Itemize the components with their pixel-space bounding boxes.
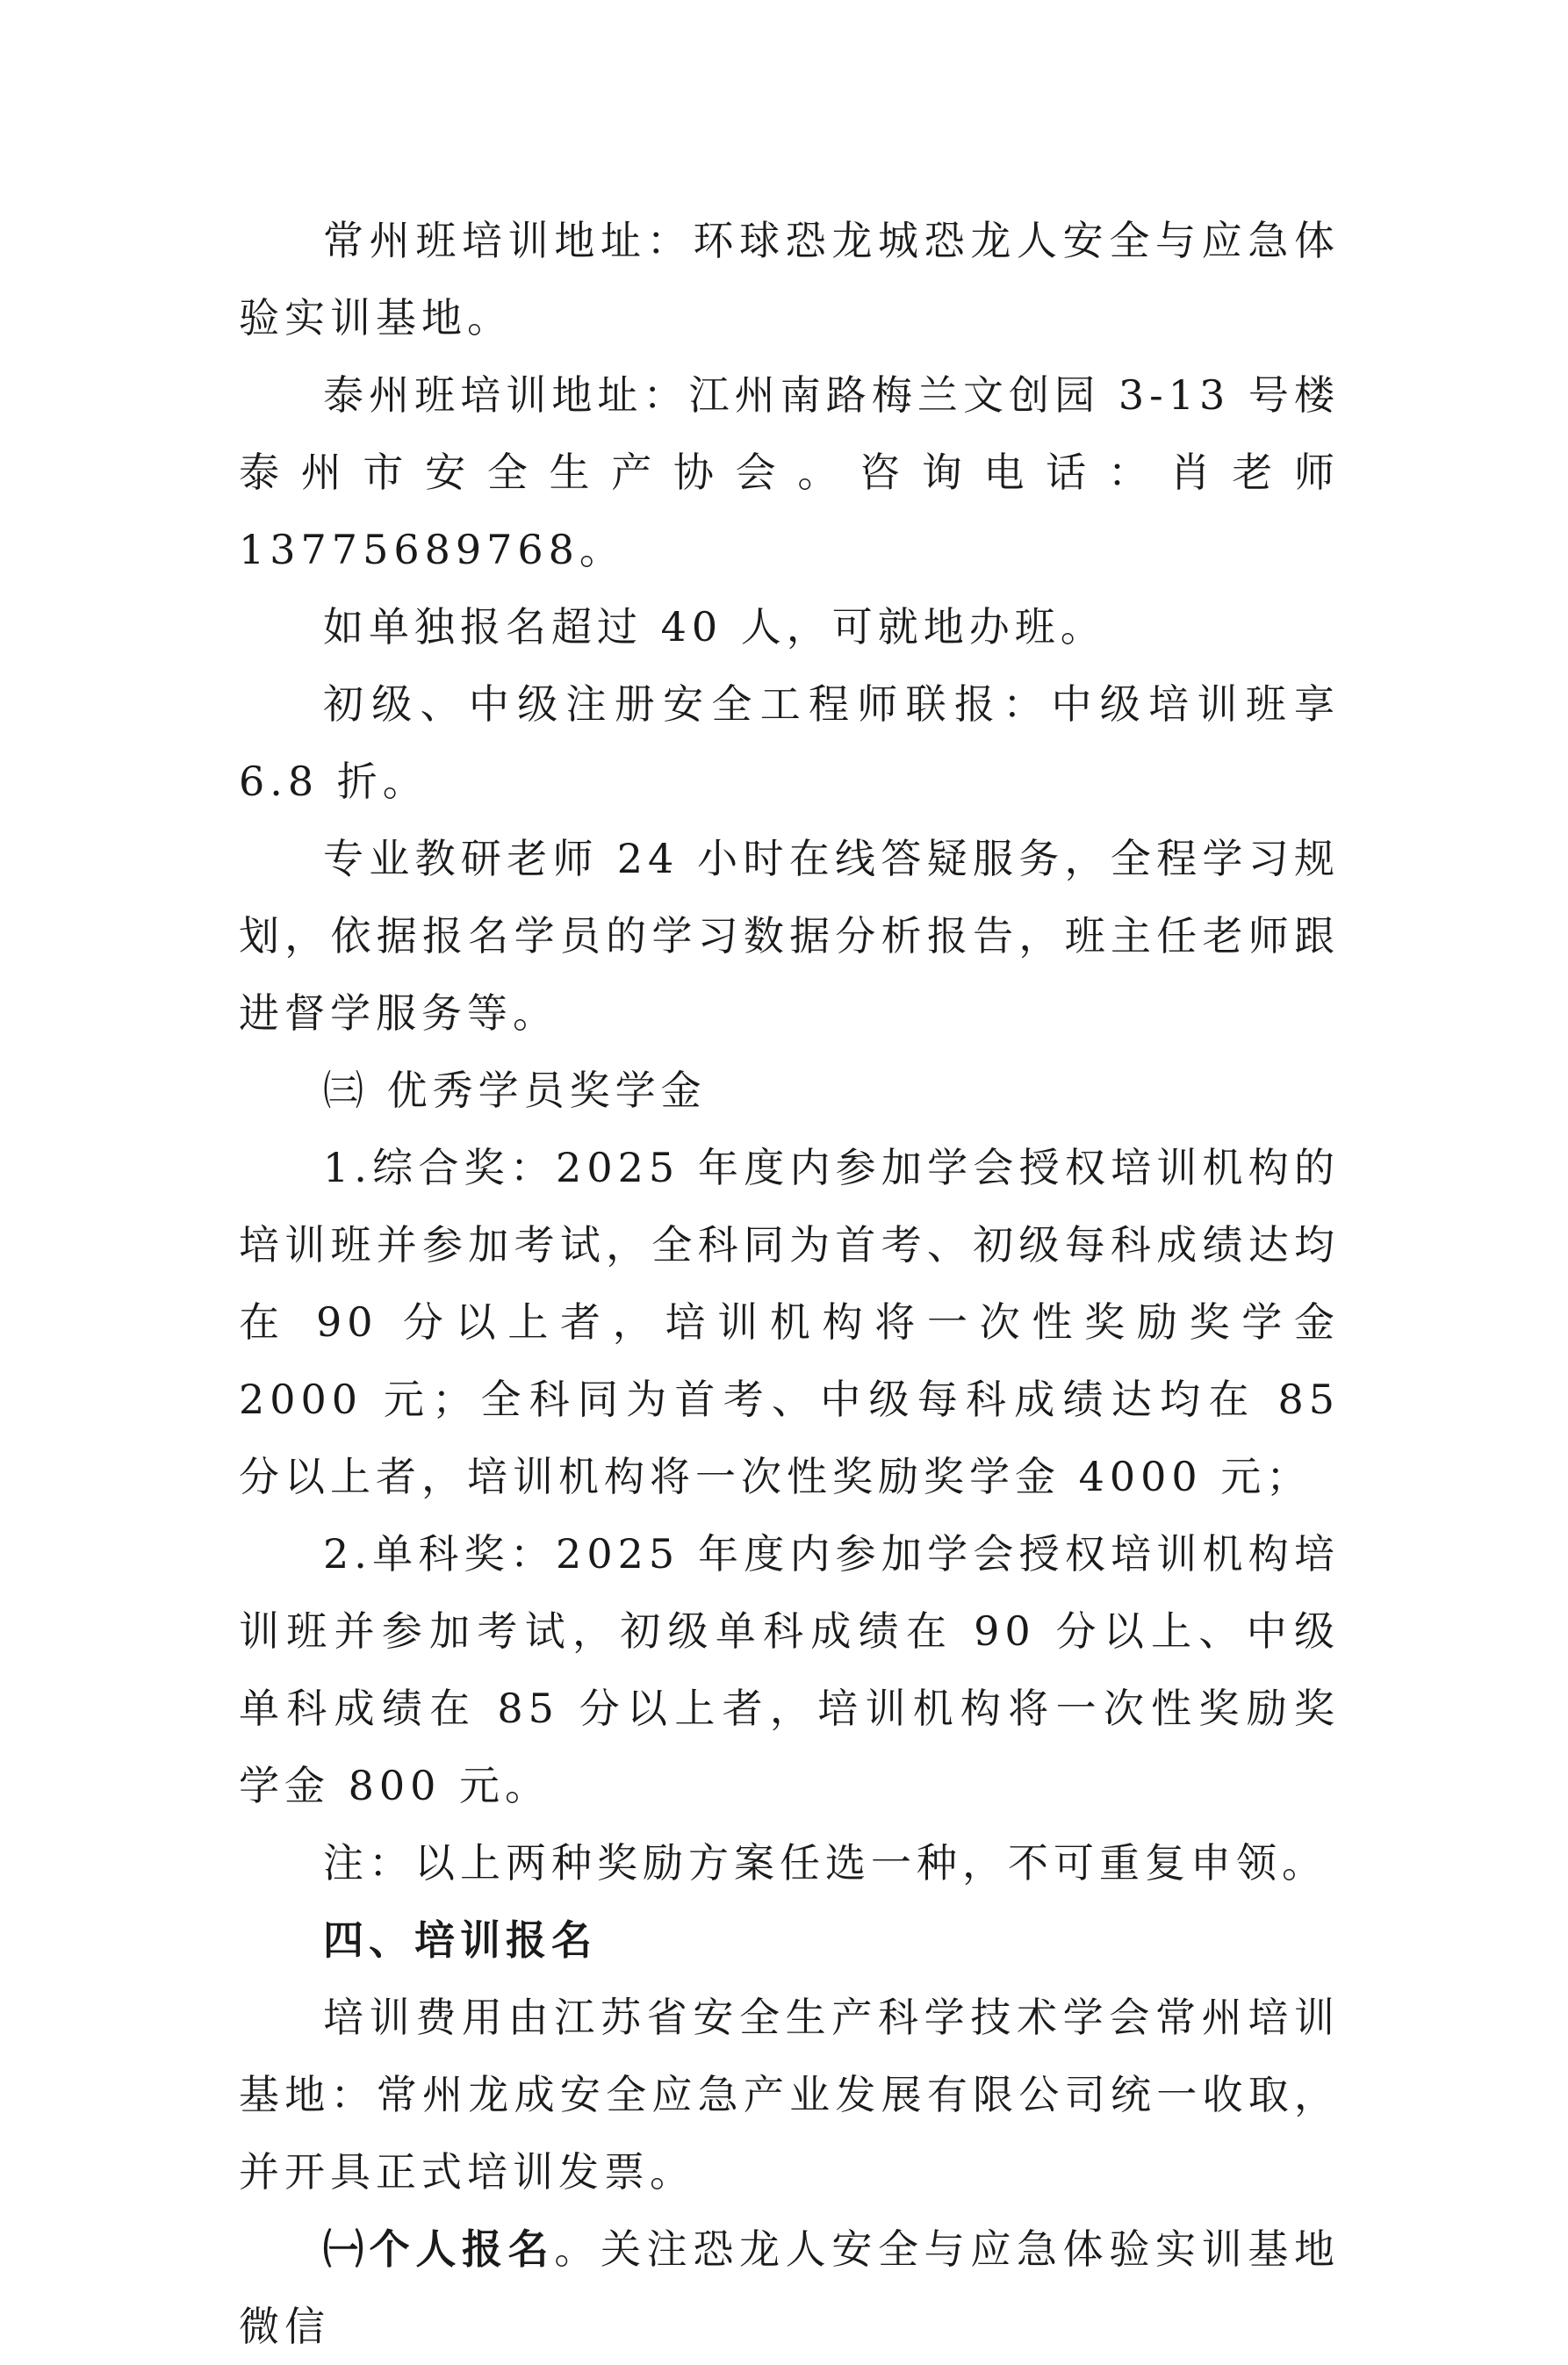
comprehensive-award-paragraph: 1.综合奖：2025 年度内参加学会授权培训机构的培训班并参加考试，全科同为首考、初级每科成绩达均在 90 分以上者，培训机构将一次性奖励奖学金 2000 元；全科同为首考、中级每科成绩达均在 85 分以上者，培训机构将一次性奖励奖学金 4000 元； (239, 1144, 1340, 1500)
single-award-paragraph: 2.单科奖：2025 年度内参加学会授权培训机构培训班并参加考试，初级单科成绩在 90 分以上、中级单科成绩在 85 分以上者，培训机构将一次性奖励奖学金 800 元。 (239, 1530, 1340, 1809)
individual-registration-text: 。关注恐龙人安全与应急体验实训基地微信 (239, 2225, 1341, 2350)
joint-discount-paragraph: 初级、中级注册安全工程师联报：中级培训班享 6.8 折。 (239, 680, 1340, 805)
tutoring-paragraph: 专业教研老师 24 小时在线答疑服务，全程学习规划，依据报名学员的学习数据分析报告，班主任老师跟进督学服务等。 (239, 835, 1340, 1037)
individual-registration-lead: ㈠个人报名 (323, 2225, 555, 2273)
changzhou-address-paragraph: 常州班培训地址：环球恐龙城恐龙人安全与应急体验实训基地。 (239, 217, 1340, 341)
scholarship-heading: ㈢ 优秀学员奖学金 (323, 1067, 707, 1114)
document-body (239, 202, 1340, 2365)
individual-registration-paragraph (239, 2210, 1340, 2365)
section-four-heading: 四、培训报名 (323, 1916, 597, 1964)
taizhou-address-paragraph: 泰州班培训地址：江州南路梅兰文创园 3-13 号楼泰州市安全生产协会。咨询电话：肖老师 13775689768。 (239, 371, 1340, 573)
group-class-paragraph: 如单独报名超过 40 人，可就地办班。 (323, 603, 1106, 651)
fee-collection-paragraph: 培训费用由江苏省安全生产科学技术学会常州培训基地：常州龙成安全应急产业发展有限公司统一收取，并开具正式培训发票。 (239, 1994, 1340, 2196)
note-paragraph: 注：以上两种奖励方案任选一种，不可重复申领。 (323, 1839, 1327, 1887)
